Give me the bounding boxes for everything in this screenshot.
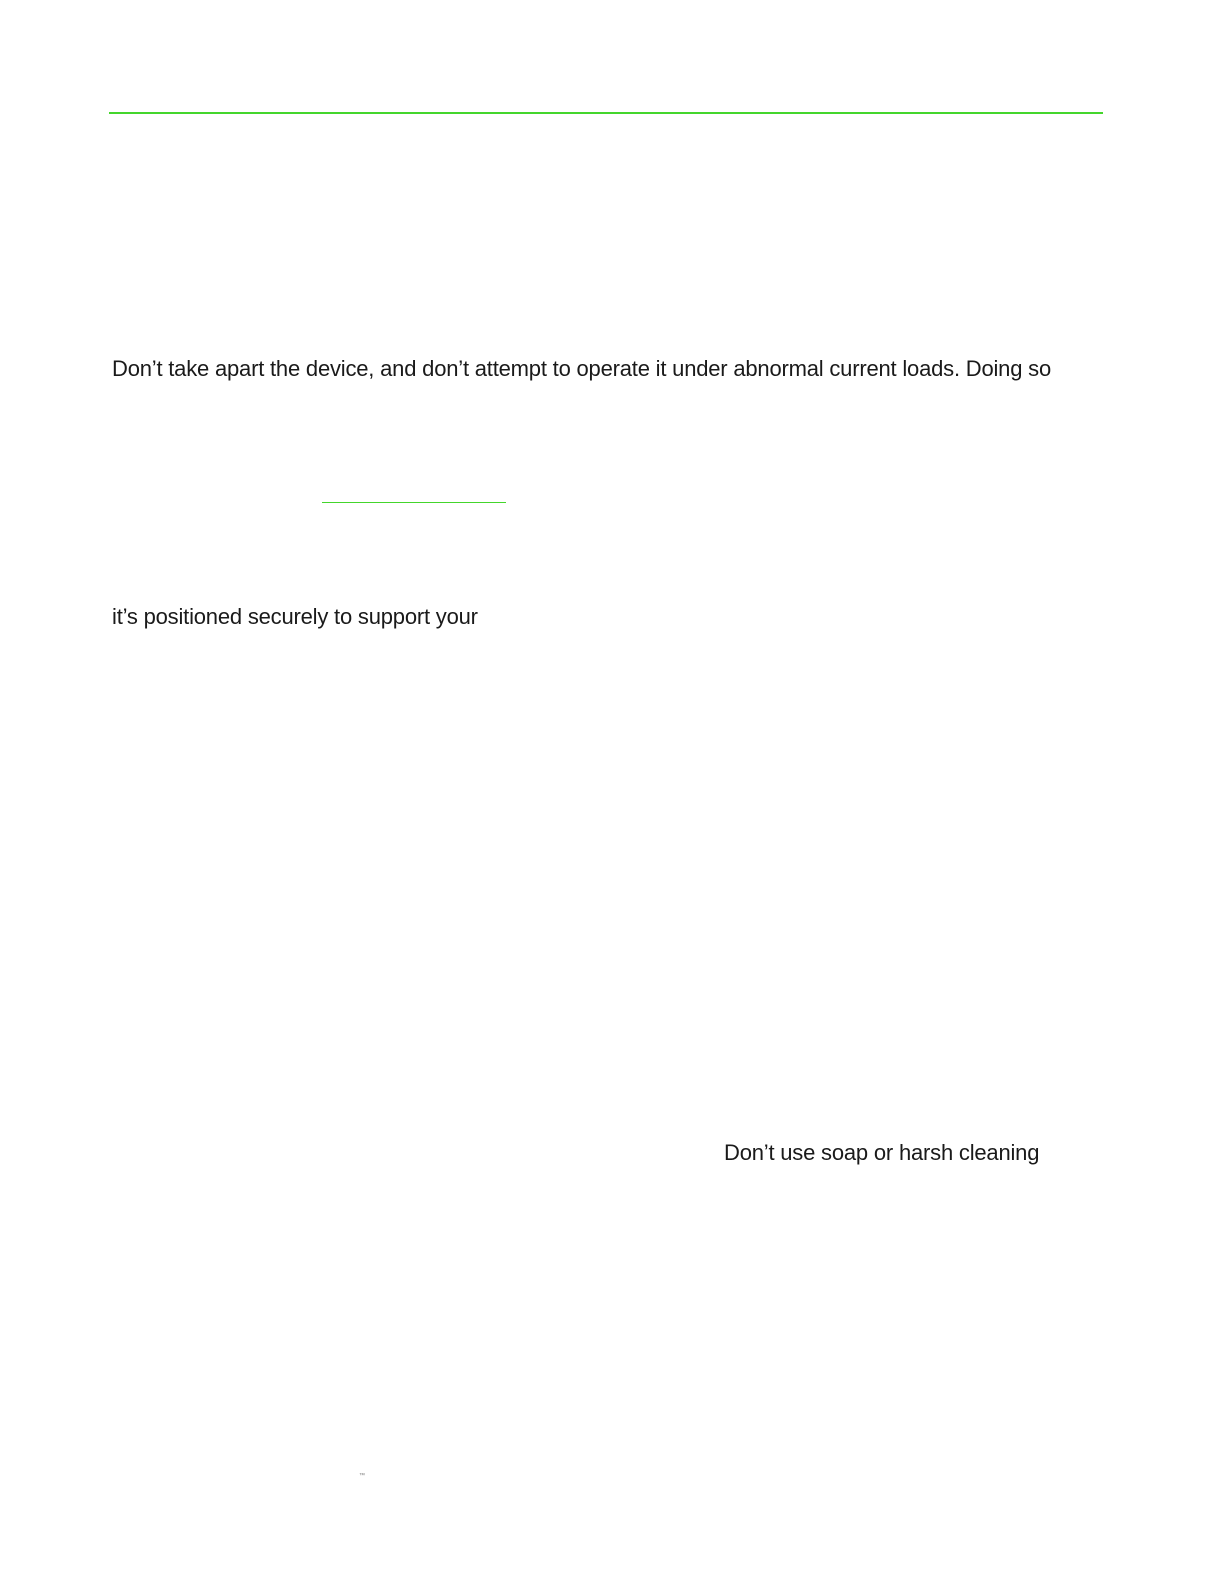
body-text-line: Don’t take apart the device, and don’t attempt to operate it under abnormal current loads. Doing so bbox=[112, 356, 1051, 381]
body-text-line: Don’t use soap or harsh cleaning bbox=[724, 1140, 1040, 1165]
body-text-line: it’s positioned securely to support your bbox=[112, 604, 478, 629]
trademark-symbol: ™ bbox=[359, 1473, 365, 1479]
link-underline bbox=[322, 502, 506, 503]
header-rule bbox=[109, 112, 1103, 114]
